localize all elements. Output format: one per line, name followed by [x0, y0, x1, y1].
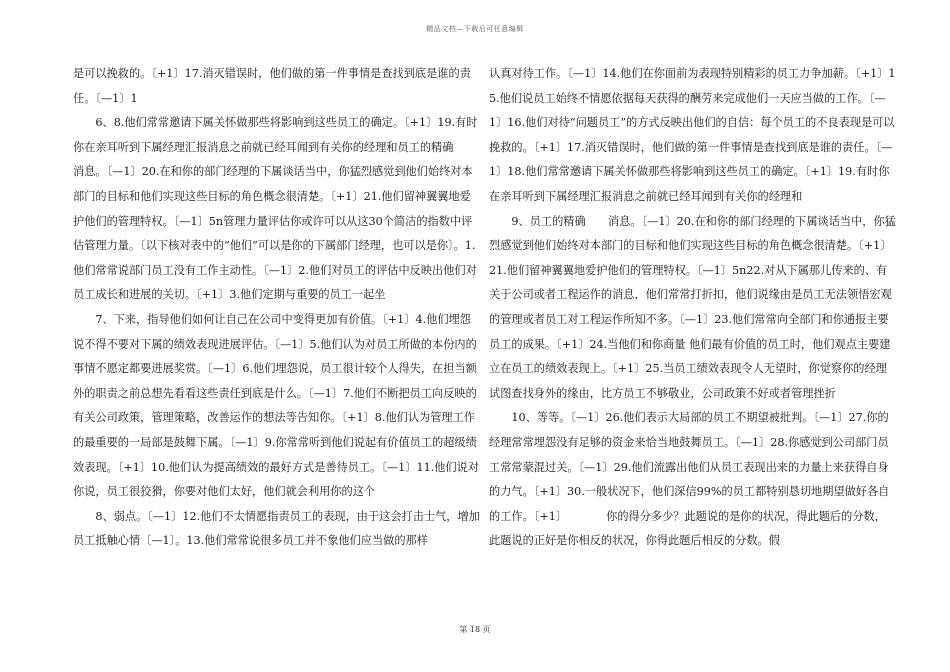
right-column — [489, 62, 897, 554]
paragraph: 7、下来，指导他们如何让自己在公司中变得更加有价值。〔+1〕4.他们埋怨说不得不要对下属的绩效表现进展评估。〔—1〕5.他们认为对员工所做的本份内的事情不愿定都要进展奖赏。〔—1〕6.他们埋怨说，员工很计较个人得失，在担当额外的职责之前总想先看看这些责任到底是什么。〔—1〕7.他们不断把员工向反映的有关公司政策，管理策略，改善运作的想法等告知你。〔+1〕8.他们认为管理工作的最重要的一局部是鼓舞下属。〔—1〕9.你常常听到他们说起有价值员工的超级绩效表现。〔+1〕10.他们认为提高绩效的最好方式是善待员工。〔—1〕11.他们说对你说，员工很狡猾，你要对他们太好，他们就会利用你的这个 — [73, 312, 479, 499]
paragraph: 认真对待工作。〔—1〕14.他们在你面前为表现特别精彩的员工力争加薪。〔+1〕15.他们说员工始终不情愿依据每天获得的酬劳来完成他们一天应当做的工作。〔—1〕16.他们对待“问题员工”的方式反映出他们的自信：每个员工的不良表现是可以挽救的。〔+1〕17.消灭错误时，他们做的第一件事情是查找到底是谁的责任。〔—1〕18.他们常常邀请下属关怀做那些将影响到这些员工的确定。〔+1〕19.有时你在亲耳听到下属经理汇报消息之前就已经耳闻到有关你的经理和 — [489, 67, 896, 203]
left-column — [73, 62, 481, 554]
paragraph: 10、等等。〔—1〕26.他们表示大局部的员工不期望被批判。〔—1〕27.你的经理常常埋怨没有足够的资金来恰当地鼓舞员工。〔—1〕28.你感觉到公司部门员工常常蒙混过关。〔—1〕29.他们流露出他们从员工表现出来的力量上来获得自身的力气。〔+1〕30.一般状况下，他们深信99%的员工都特别恳切地期望做好各自的工作。〔+1〕 你的得分多少？此题说的是你的状况，得此题后的分数，此题说的正好是你相反的状况，你得此题后相反的分数。假 — [489, 411, 890, 548]
paragraph: 6、8.他们常常邀请下属关怀做那些将影响到这些员工的确定。〔+1〕19.有时你在亲耳听到下属经理汇报消息之前就已经耳闻到有关你的经理和员工的精确 消息。〔—1〕20.在和你的部门经理的下属谈话当中，你猛烈感觉到他们始终对本部门的目标和他们实现这些目标的角色概念很清楚。〔+1〕21.他们留神翼翼地爱护他们的管理特权。〔—1〕5n管理力量评估你或许可以从这30个简洁的指数中评估管理力量。〔以下核对表中的“他们”可以是你的下属部门经理，也可以是你〕。1.他们常常说部门员工没有工作主动性。〔—1〕2.他们对员工的评估中反映出他们对员工成长和进展的关切。〔+1〕3.他们定期与重要的员工一起坐 — [73, 116, 478, 302]
paragraph: 8、弱点。〔—1〕12.他们不太情愿指责员工的表现，由于这会打击士气，增加员工抵触心情〔—1〕。13.他们常常说很多员工并不象他们应当做的那样 — [73, 509, 480, 548]
paragraph: 9、员工的精确 消息。〔—1〕20.在和你的部门经理的下属谈话当中，你猛烈感觉到他们始终对本部门的目标和他们实现这些目标的角色概念很清楚。〔+1〕21.他们留神翼翼地爱护他们的管理特权。〔—1〕5n22.对从下属那儿传来的、有关于公司或者工程运作的消息，他们常常打折扣，他们说缘由是员工无法领悟宏观的管理或者员工对工程运作所知不多。〔—1〕23.他们常常向全部门和你通报主要员工的成果。〔+1〕24.当他们和你商量 他们最有价值的员工时，他们观点主要建立在员工的绩效表现上。〔+1〕25.当员工绩效表现令人无望时，你觉察你的经理试图查找身外的缘由，比方员工不够敬业，公司政策不好或者管理挫折 — [489, 214, 896, 400]
paragraph: 是可以挽救的。〔+1〕17.消灭错误时，他们做的第一件事情是查找到底是谁的责任。〔—1〕1 — [73, 67, 471, 105]
page-header: 精品文档—下载后可任意编辑 — [426, 25, 524, 33]
page-number: 第 18 页 — [459, 625, 491, 634]
